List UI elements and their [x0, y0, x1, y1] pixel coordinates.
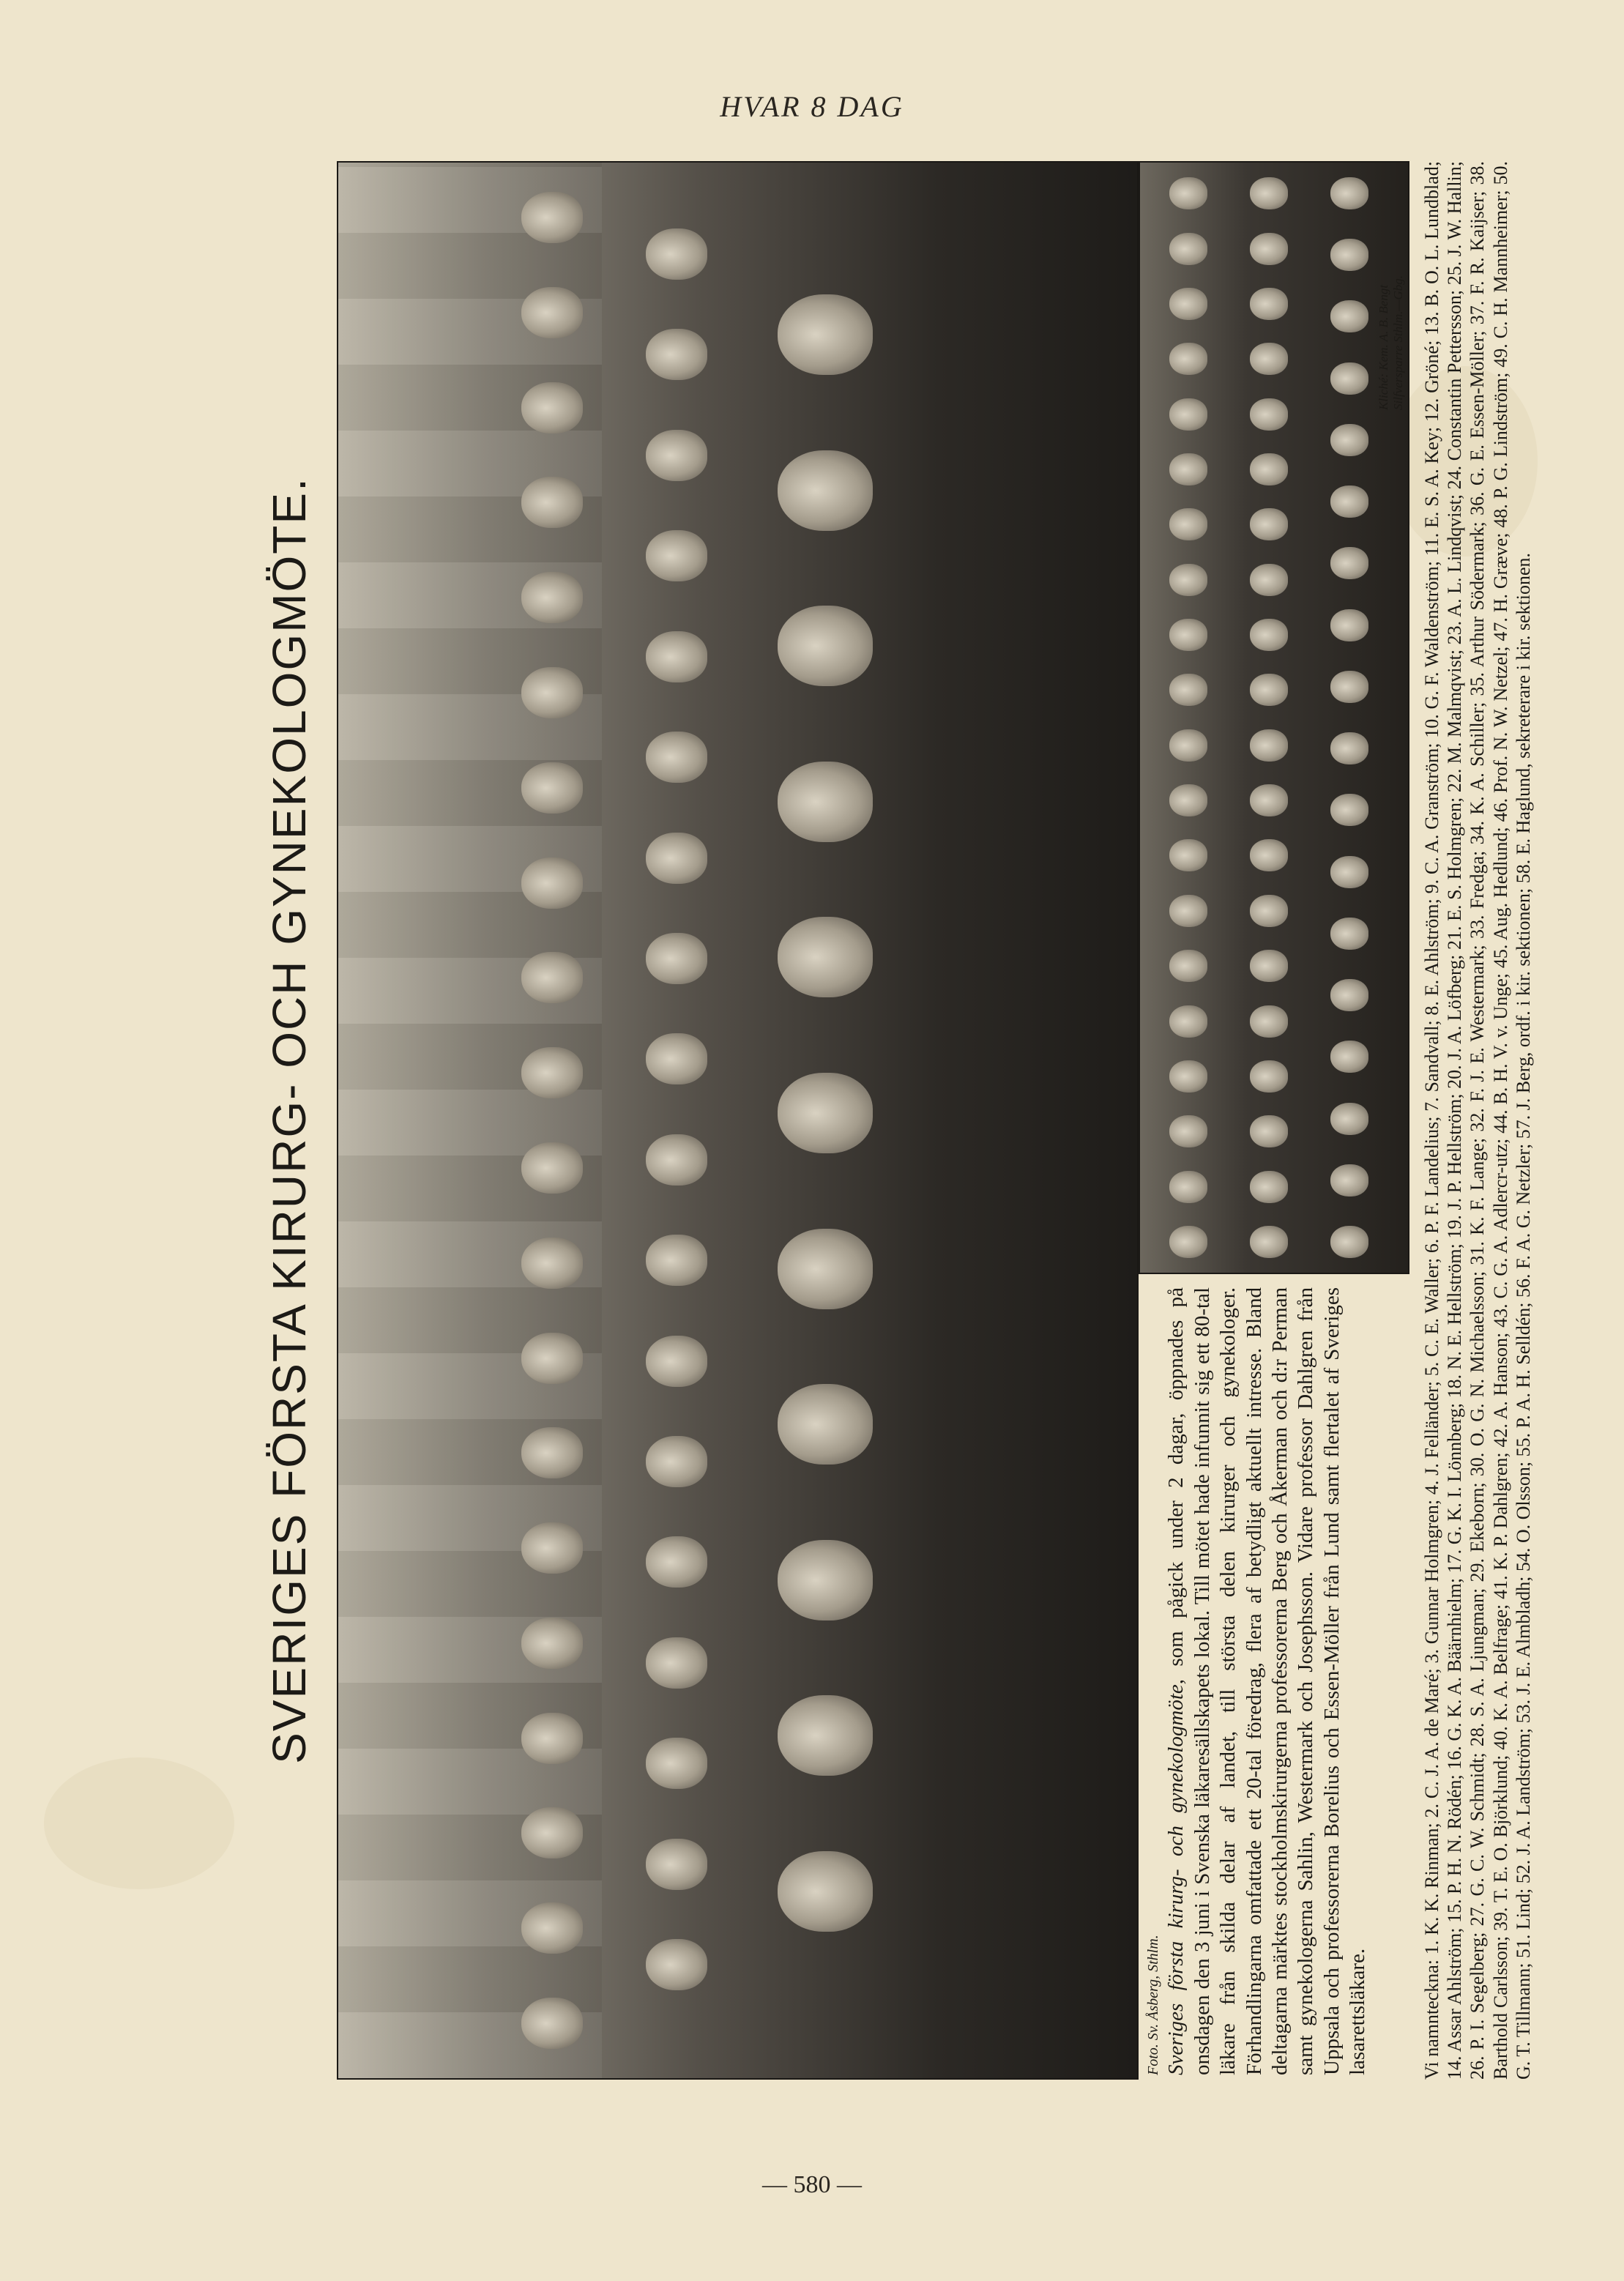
participant-names: Vi namnteckna: 1. K. K. Rinman; 2. C. J. A. de Maré; 3. Gunnar Holmgren; 4. J. Felländer; 5. C. E. Waller; 6. P. F. Landelius; 7. Sandvall; 8. E. Ahlström; 9. C. A. Granström; 10. G. F. Waldenström; 11. E. S. A. Key; 12. Gröné; 13. B. O. L. Lundblad; 14. Assar Ahlström; 15. P. H. N. Rödén; 16. G. K. A. Bäärnhielm; 17. G. K. I. Lönnberg; 18. N. E. Hellström; 19. J. P. Hellström; 20. J. A. Löfberg; 21. E. S. Holmgren; 22. M. Malmqvist; 23. A. L. Lindqvist; 24. Constantin Pettersson; 25. J. W. Hallin; 26. P. I. Segelberg; 27. G. C. W. Schmidt; 28. S. A. Ljungman; 29. Ekeborn; 30. O. G. N. Michaelsson; 31. K. F. Lange; 32. F. J. E. Westermark; 33. Fredga; 34. K. A. Schiller; 35. Arthur Södermark; 36. G. E. Essen-Möller; 37. F. R. Kaijser; 38. Barthold Carlsson; 39. T. E. O. Björklund; 40. K. A. Belfrage; 41. K. P. Dahlgren; 42. A. Hanson; 43. C. G. A. Adlercr-utz; 44. B. H. V. v. Unge; 45. Aug. Hedlund; 46. Prof. N. W. Netzel; 47. H. Græve; 48. P. G. Lindström; 49. C. H. Mannheimer; 50. G. T. Tillmann; 51. Lind; 52. J. A. Landström; 53. J. E. Almbladh; 54. O. Olsson; 55. P. A. H. Selldén; 56. F. A. G. Netzler; 57. J. Berg, ordf. i kir. sektionen; 58. E. Haglund, sekreterare i kir. sektionen. — [1421, 161, 1534, 2080]
numbered-key-photograph — [1139, 161, 1409, 1274]
article-title: SVERIGES FÖRSTA KIRURG- OCH GYNEKOLOGMÖTE. — [263, 477, 316, 1764]
photo-caption — [1139, 1274, 1370, 2080]
page-number: — 580 — — [762, 2171, 862, 2198]
caption-body: som pågick under 2 dagar, öppnades på onsdagen den 3 juni i Svenska läkaresällskapets lokal. Till mötet hade infunnit sig ett 80-tal läkare från skilda delar af landet, till största delen kirurger och gynekologer. Förhandlingarna omfattade ett 20-tal föredrag, flera af betydligt aktuellt intresse. Bland deltagarna märktes stockholmskirurgerna professorerna Berg och Åkerman och d:r Perman samt gynekologerna Sahlin, Westermark och Josephsson. Vidare professor Dahlgren från Uppsala och professorerna Borelius och Essen-Möller från Lund samt flertalet af Sveriges lasarettsläkare. — [1164, 1287, 1370, 2075]
caption-lead: Sveriges första kirurg- och gynekologmöte, — [1164, 1678, 1188, 2075]
participant-list — [1420, 161, 1560, 2080]
photo-credit: Foto. Sv. Åsberg, Sthlm. — [1145, 1935, 1161, 2075]
engraver-credit: Kliché: Kem. A. B. Bengt Silfversparre Sthlm.—Gbg. — [1377, 275, 1405, 410]
running-header: HVAR 8 DAG — [720, 90, 904, 123]
group-photograph — [337, 161, 1139, 2080]
